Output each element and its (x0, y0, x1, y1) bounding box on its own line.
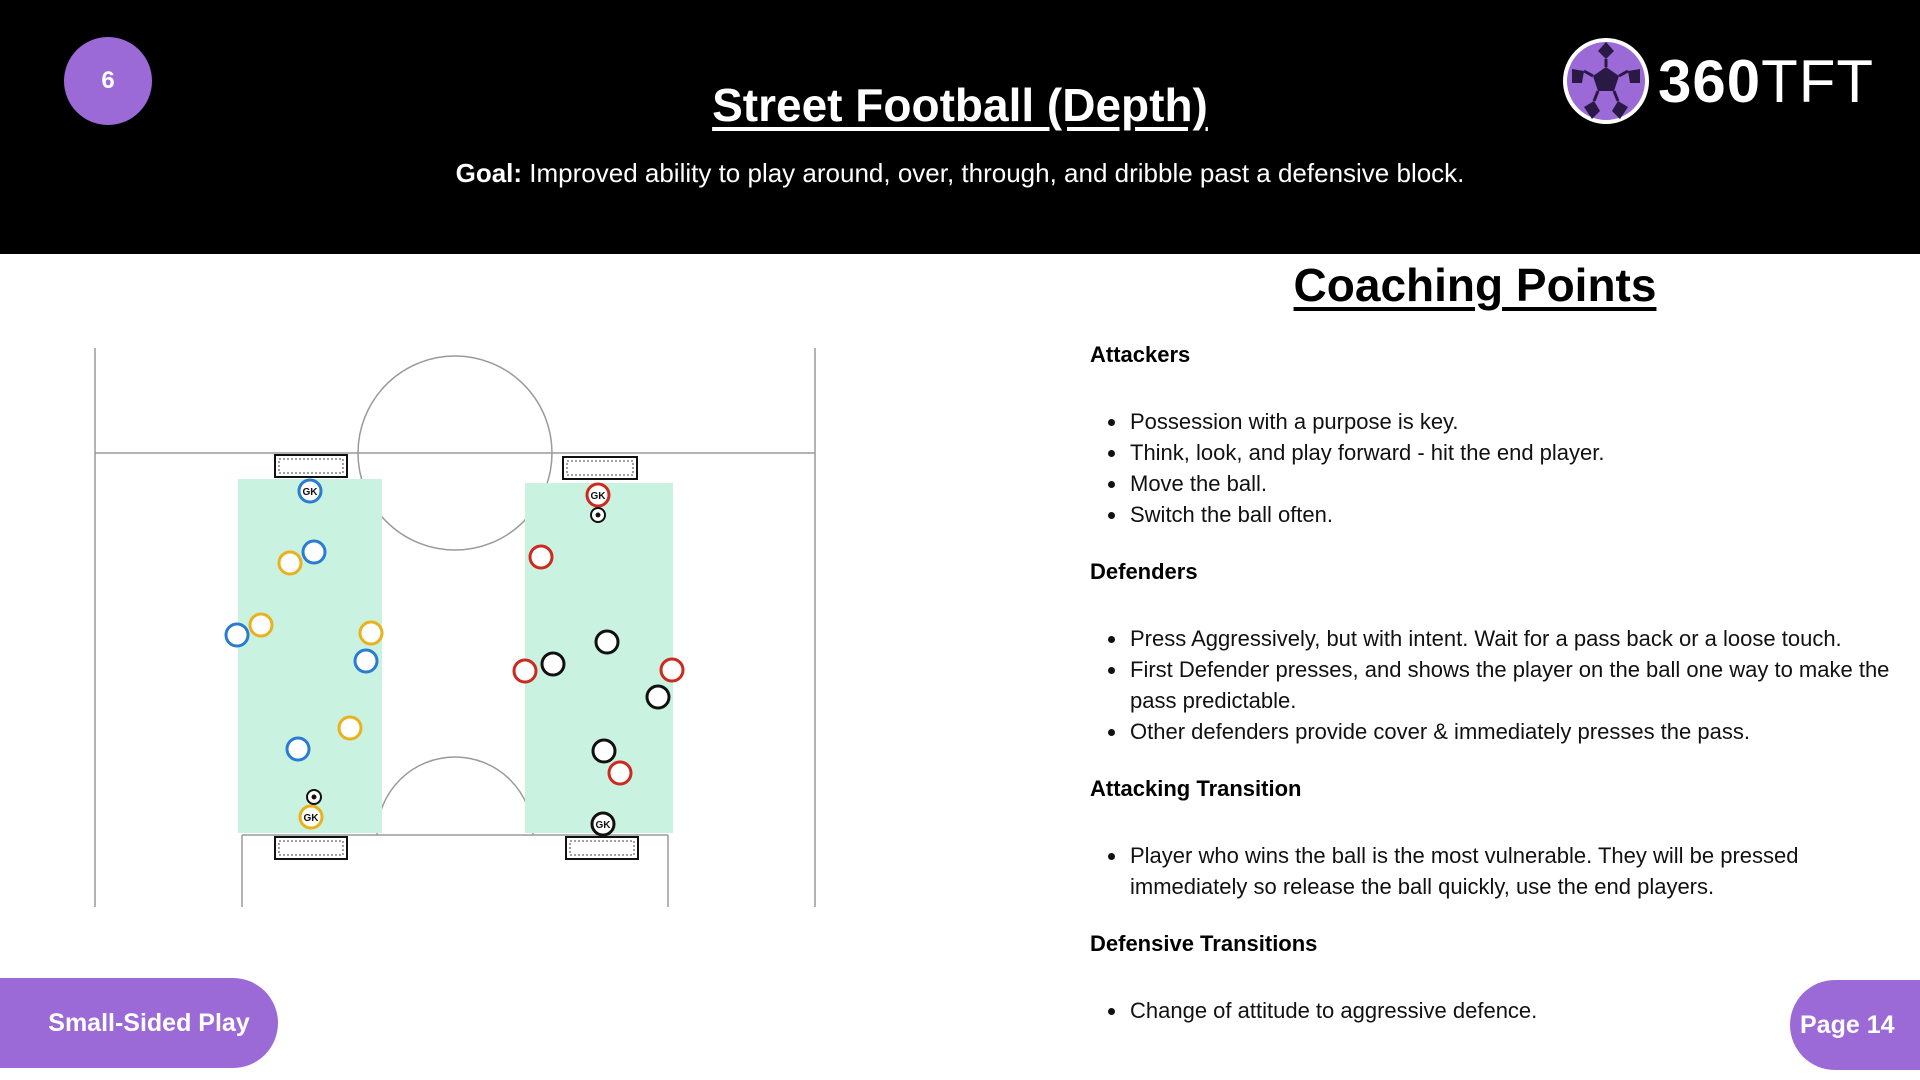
section-defensive-transitions (1090, 931, 1890, 1026)
section-heading: Defenders (1090, 559, 1198, 584)
list-item: • Switch the ball often. (1128, 499, 1890, 530)
goal-label: Goal: (455, 158, 523, 188)
bullet-list (1090, 406, 1890, 530)
player-yellow (250, 614, 272, 636)
player-yellow (279, 552, 301, 574)
ball-icon (307, 790, 321, 804)
goalkeeper-blue (299, 480, 321, 502)
goal-left-bottom (275, 837, 347, 859)
list-item: • Change of attitude to aggressive defence. (1128, 995, 1890, 1026)
section-heading: Attackers (1090, 342, 1191, 367)
section-defenders (1090, 559, 1890, 747)
coaching-points-title: Coaching Points (1293, 259, 1657, 311)
list-item: • Other defenders provide cover & immediately presses the pass. (1128, 716, 1890, 747)
brand-name: 360TFT (1658, 47, 1875, 115)
list-item: • Move the ball. (1128, 468, 1890, 499)
goal-statement (0, 158, 1920, 189)
player-black (596, 631, 618, 653)
player-red (661, 659, 683, 681)
goal-right-top (563, 457, 637, 479)
svg-text:GK: GK (302, 487, 318, 498)
session-number-badge: 6 (64, 37, 152, 125)
bullet-list (1090, 623, 1890, 747)
section-heading: Defensive Transitions (1090, 931, 1318, 956)
player-red (609, 762, 631, 784)
goal-left-top (275, 455, 347, 477)
list-item: • First Defender presses, and shows the player on the ball one way to make the pass predictable. (1128, 654, 1890, 716)
goalkeeper-red (587, 484, 609, 506)
brand-logo (1562, 36, 1892, 126)
player-blue (355, 650, 377, 672)
player-black (593, 740, 615, 762)
category-tag: Small-Sided Play (0, 978, 278, 1068)
player-red (514, 660, 536, 682)
section-attacking-transition (1090, 776, 1890, 902)
list-item: • Possession with a purpose is key. (1128, 406, 1890, 437)
page-title: Street Football (Depth) (712, 79, 1208, 131)
list-item: • Player who wins the ball is the most vulnerable. They will be pressed immediately so release the ball quickly, use the end players. (1128, 840, 1890, 902)
section-heading: Attacking Transition (1090, 776, 1302, 801)
soccer-ball-icon (1562, 37, 1650, 125)
goal-text: Improved ability to play around, over, through, and dribble past a defensive block. (529, 158, 1465, 188)
goalkeeper-black (592, 813, 614, 835)
player-black (542, 653, 564, 675)
ball-icon (591, 508, 605, 522)
player-black (647, 686, 669, 708)
player-yellow (339, 717, 361, 739)
bullet-list (1090, 995, 1890, 1026)
svg-text:GK: GK (590, 491, 606, 502)
bullet-list (1090, 840, 1890, 902)
goal-right-bottom (566, 837, 638, 859)
player-blue (287, 738, 309, 760)
page-number: Page 14 (1790, 980, 1920, 1070)
svg-text:GK: GK (595, 820, 611, 831)
list-item: • Think, look, and play forward - hit the end player. (1128, 437, 1890, 468)
player-blue (303, 541, 325, 563)
player-yellow (360, 622, 382, 644)
goalkeeper-yellow (300, 806, 322, 828)
session-diagram (90, 345, 820, 910)
header-bar (0, 0, 1920, 254)
svg-text:GK: GK (303, 813, 319, 824)
pitch-lines (95, 348, 815, 907)
player-red (530, 546, 552, 568)
list-item: • Press Aggressively, but with intent. Wait for a pass back or a loose touch. (1128, 623, 1890, 654)
section-attackers (1090, 342, 1890, 530)
player-blue (226, 624, 248, 646)
